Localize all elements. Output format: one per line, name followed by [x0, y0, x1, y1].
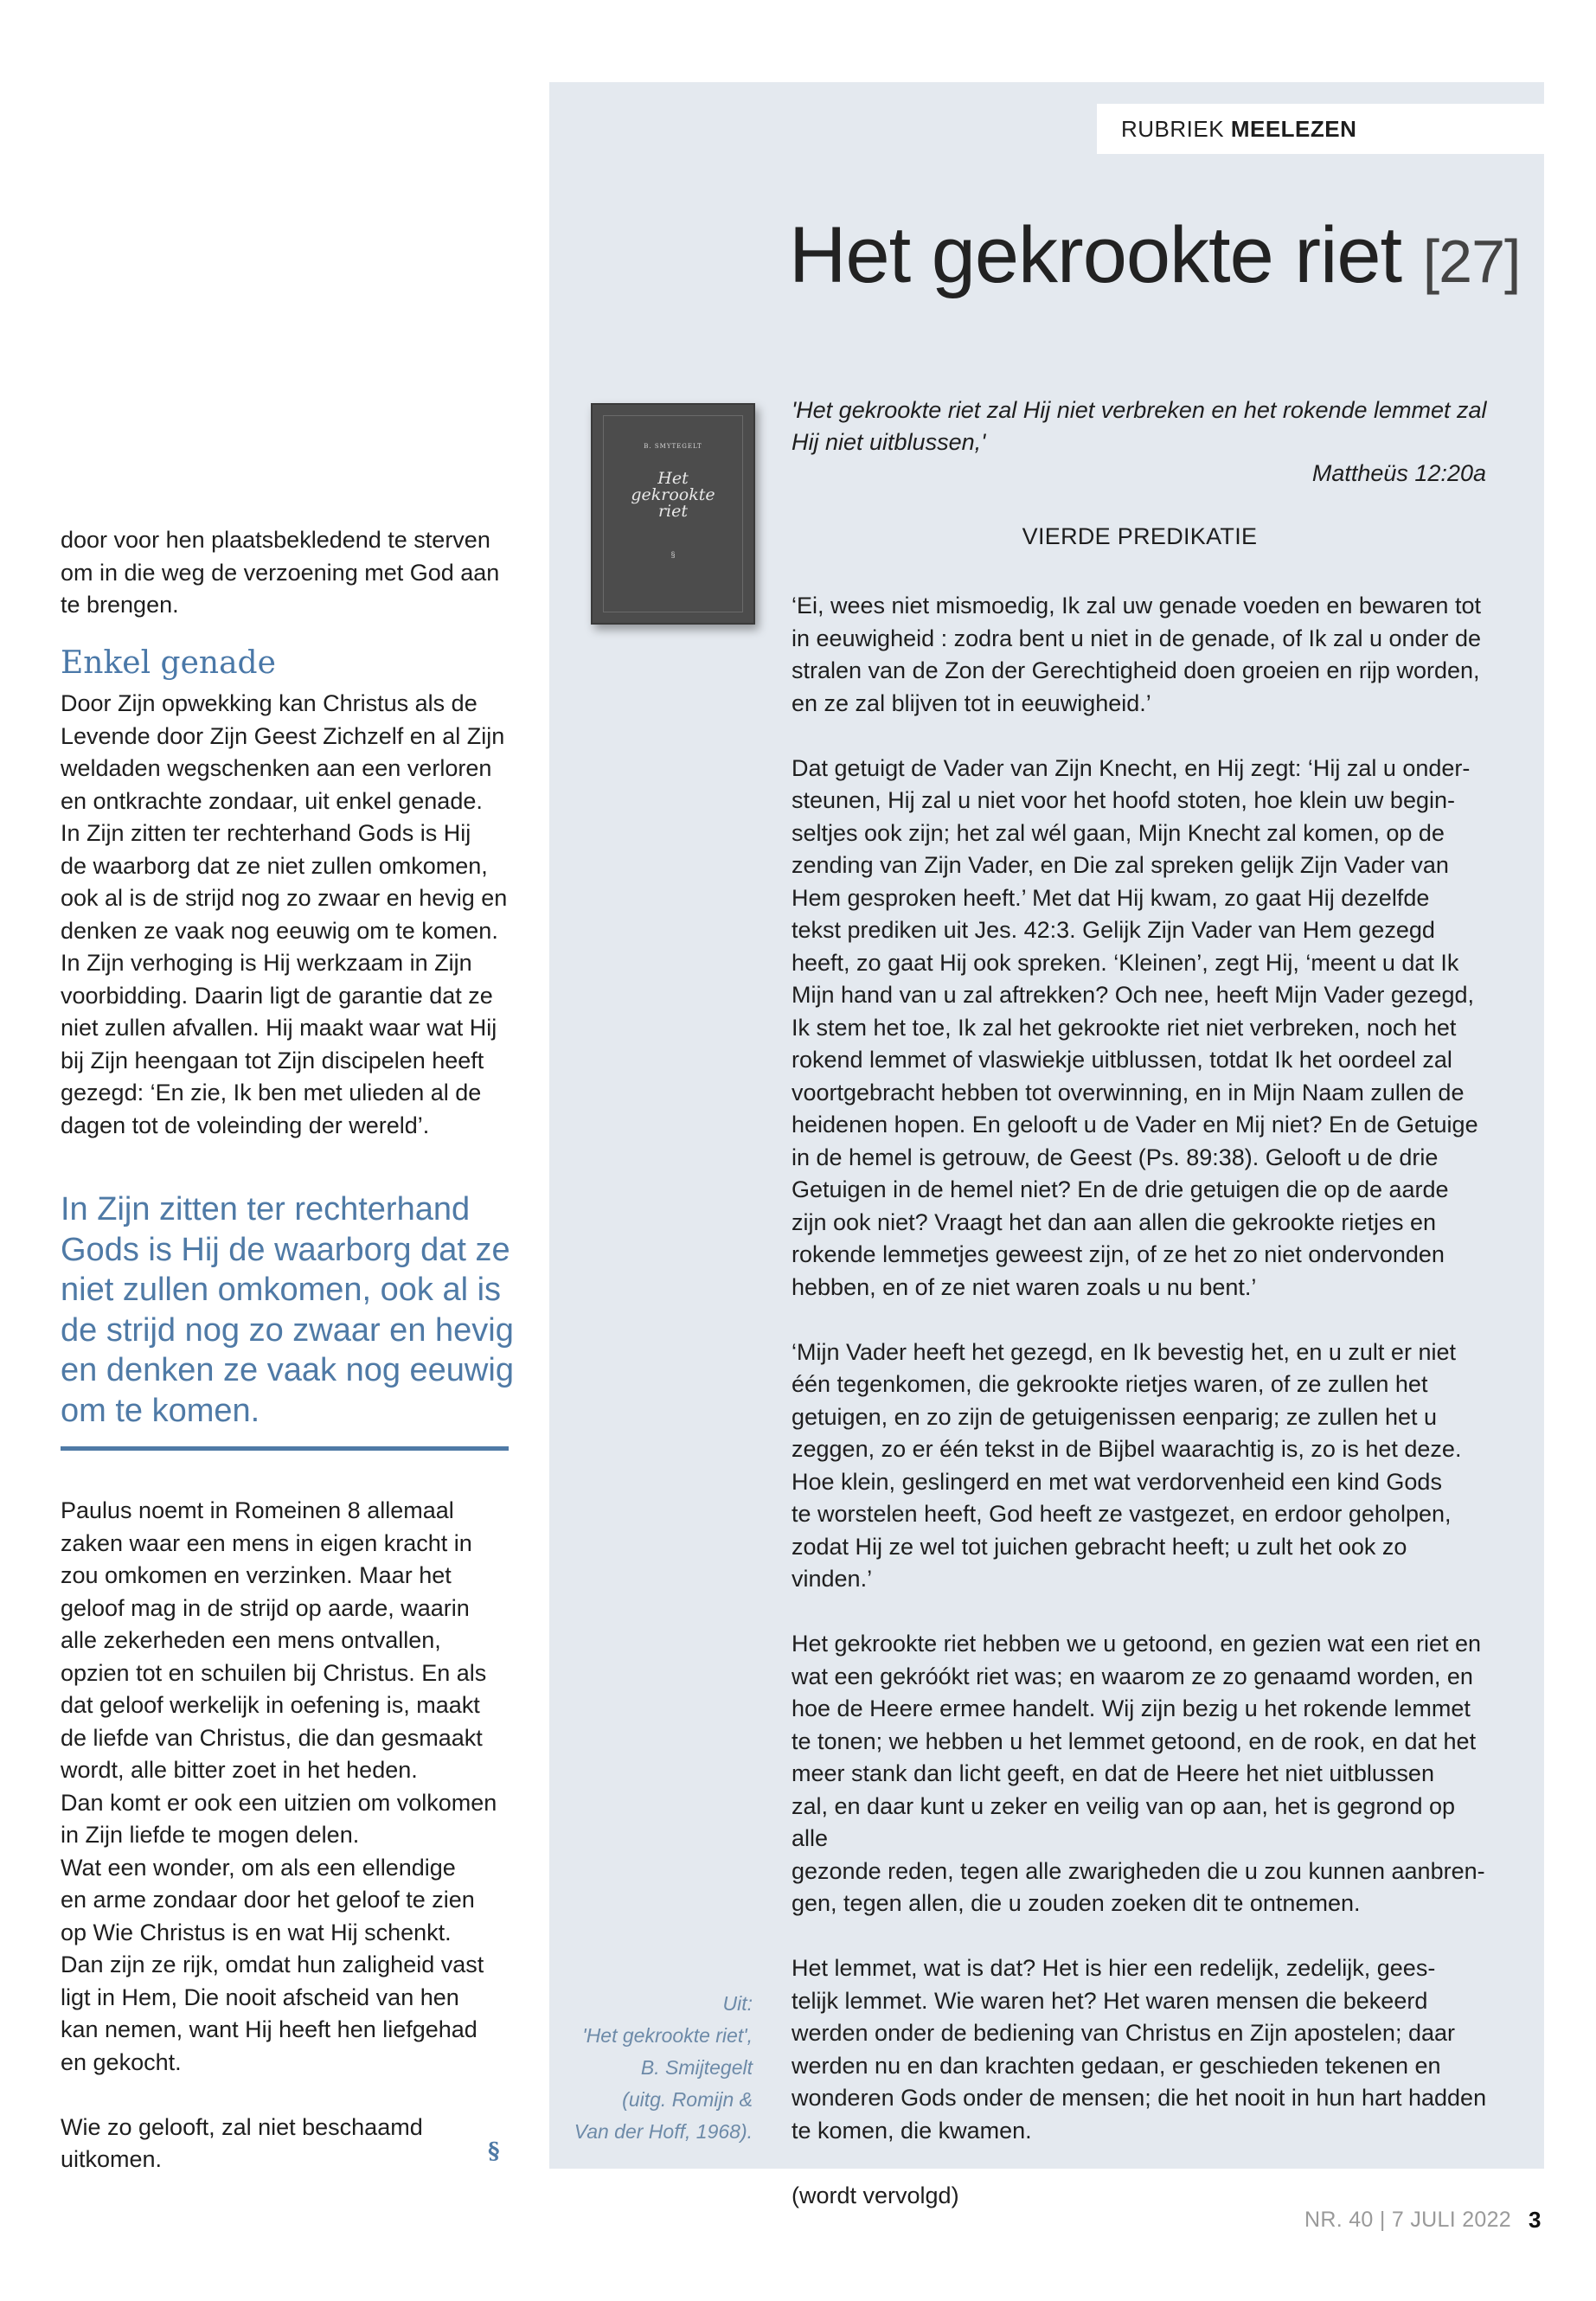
paragraph: Het lemmet, wat is dat? Het is hier een redelijk, zedelijk, gees- telijk lemmet. Wie waren het? Het waren mensen die bekeerd werden onder de bediening van Christus en Zijn apostelen; daar werden nu en dan krachten gedaan, er geschieden tekenen en wonderen Gods onder de mensen; die het nooit in hun hart hadden te komen, die kwamen. [792, 1955, 1487, 2144]
bible-reference: Mattheüs 12:20a [1311, 460, 1486, 486]
end-mark-icon: § [488, 2138, 500, 2164]
article-title-text: Het gekrookte riet [789, 211, 1402, 299]
pull-quote-divider [61, 1446, 509, 1451]
article-title-number: [27] [1422, 228, 1521, 295]
paragraph: Paulus noemt in Romeinen 8 allemaal zaken waar een mens in eigen kracht in zou omkomen en verzinken. Maar het geloof mag in de strijd op aarde, waarin alle zekerheden een mens ontvallen, opzien tot en schuilen bij Christus. En als dat geloof werkelijk in oefening is, maakt de liefde van Christus, die dan gesmaakt wordt, alle bitter zoet in het heden. Dan komt er ook een uitzien om volkomen in Zijn liefde te mogen delen. Wat een wonder, om als een ellendige en arme zondaar door het geloof te zien op Wie Christus is en wat Hij schenkt. Dan zijn ze rijk, omdat hun zaligheid vast ligt in Hem, Die nooit afscheid van hen kan nemen, want Hij heeft hen liefgehad en gekocht. [61, 1497, 497, 2075]
book-cover-title: Het gekrookte riet [631, 469, 715, 521]
book-cover-author: B. SMYTEGELT [644, 443, 702, 450]
image-caption: Uit: 'Het gekrookte riet', B. Smijtegelt (uitg. Romijn & Van der Hoff, 1968). [574, 1992, 753, 2143]
section-label-prefix: RUBRIEK [1121, 116, 1225, 142]
article-title [789, 208, 1524, 309]
book-cover-image [591, 403, 755, 625]
page-number: 3 [1529, 2207, 1542, 2233]
issue-info: NR. 40 | 7 JULI 2022 [1304, 2208, 1512, 2232]
left-column-closing [61, 1495, 515, 2176]
continued-note: (wordt vervolgd) [792, 2182, 959, 2208]
paragraph: Door Zijn opwekking kan Christus als de Levende door Zijn Geest Zichzelf en al Zijn weldaden wegschenken aan een verloren en ontkrachte zondaar, uit enkel genade. In Zijn zitten ter rechterhand Gods is Hij de waarborg dat ze niet zullen omkomen, ook al is de strijd nog zo zwaar en hevig en denken ze vaak nog eeuwig om te komen. In Zijn verhoging is Hij werkzaam in Zijn voorbidding. Daarin ligt de garantie dat ze niet zullen afvallen. Hij maakt waar wat Hij bij Zijn heengaan tot Zijn discipelen heeft gezegd: ‘En zie, Ik ben met ulieden al de dagen tot de voleinding der wereld’. [61, 690, 508, 1138]
left-column-section [61, 688, 515, 1142]
left-column-intro [61, 524, 515, 622]
section-label [1097, 104, 1544, 154]
paragraph: ‘Mijn Vader heeft het gezegd, en Ik bevestig het, en u zult er niet één tegenkomen, die gekrookte rietjes waren, of ze zullen het getuigen, en zo zijn de getuigenissen eenparig; ze zullen het u zeggen, zo er één tekst in de Bijbel waarachtig is, zo is het deze. Hoe klein, geslingerd en met wat verdorvenheid een kind Gods te worstelen heeft, God heeft ze vastgezet, en erdoor geholpen, zodat Hij ze wel tot juichen gebracht heeft; u zult het ook zo vinden.’ [792, 1338, 1462, 1592]
paragraph: Wie zo gelooft, zal niet beschaamd uitkomen. [61, 2113, 423, 2172]
paragraph: Dat getuigt de Vader van Zijn Knecht, en Hij zegt: ‘Hij zal u onder- steunen, Hij zal u niet voor het hoofd stoten, hoe klein uw begin- seltjes ook zijn; het zal wél gaan, Mijn Knecht zal komen, op de zending van Zijn Vader, en Die zal spreken gelijk Zijn Vader van Hem gesproken heeft.’ Met dat Hij kwam, zo gaat Hij dezelfde tekst prediken uit Jes. 42:3. Gelijk Zijn Vader van Hem gezegd heeft, zo gaat Hij ook spreken. ‘Kleinen’, zegt Hij, ‘meent u dat Ik Mijn hand van u zal aftrekken? Och nee, heeft Mijn Vader gezegd, Ik stem het toe, Ik zal het gekrookte riet niet verbreken, noch het rokend lemmet of vlaswiekje uitblussen, totdat Ik het oordeel zal voortgebracht hebben tot overwinning, en in Mijn Naam zullen de heidenen hopen. En gelooft u de Vader en Mij niet? En de Getuige in de hemel is getrouw, de Geest (Ps. 89:38). Gelooft u de drie Getuigen in de hemel niet? En de drie getuigen die op de aarde zijn ook niet? Vraagt het dan aan allen die gekrookte rietjes en rokende lemmetjes geweest zijn, of ze het zo niet ondervonden hebben, en of ze niet waren zoals u nu bent.’ [792, 754, 1478, 1300]
paragraph: Het gekrookte riet hebben we u getoond, en gezien wat een riet en wat een gekróókt riet was; en waarom ze zo genaamd worden, en hoe de Heere ermee handelt. Wij zijn bezig u het rokende lemmet te tonen; we hebben u het lemmet getoond, en de rook, en dat het meer stank dan licht geeft, en dat de Heere het niet uitblussen zal, en daar kunt u zeker en veilig van op aan, het is gegrond op alle gezonde reden, tegen alle zwarigheden die u zou kunnen aanbren- gen, tegen allen, die u zouden zoeken dit te ontnemen. [792, 1631, 1485, 1916]
paragraph: ‘Ei, wees niet mismoedig, Ik zal uw genade voeden en bewaren tot in eeuwigheid : zodra bent u niet in de genade, of Ik zal u onder de stralen van de Zon der Gerechtigheid doen groeien en rijp worden, en ze zal blijven tot in eeuwigheid.’ [792, 593, 1482, 716]
section-label-name: MEELEZEN [1230, 116, 1357, 142]
bible-quote: 'Het gekrookte riet zal Hij niet verbreken en het rokende lemmet zal Hij niet uitblussen,' [792, 397, 1487, 455]
right-column-text [792, 590, 1488, 2245]
sermon-subheading: VIERDE PREDIKATIE [1022, 523, 1258, 549]
section-heading: Enkel genade [61, 645, 276, 681]
pull-quote: In Zijn zitten ter rechterhand Gods is Hij de waarborg dat ze niet zullen omkomen, ook al is de strijd nog zo zwaar en hevig en denken ze vaak nog eeuwig om te komen. [61, 1191, 514, 1429]
book-cover-mark: § [670, 550, 676, 559]
paragraph: door voor hen plaatsbekledend te sterven om in die weg de verzoening met God aan te brengen. [61, 527, 500, 618]
